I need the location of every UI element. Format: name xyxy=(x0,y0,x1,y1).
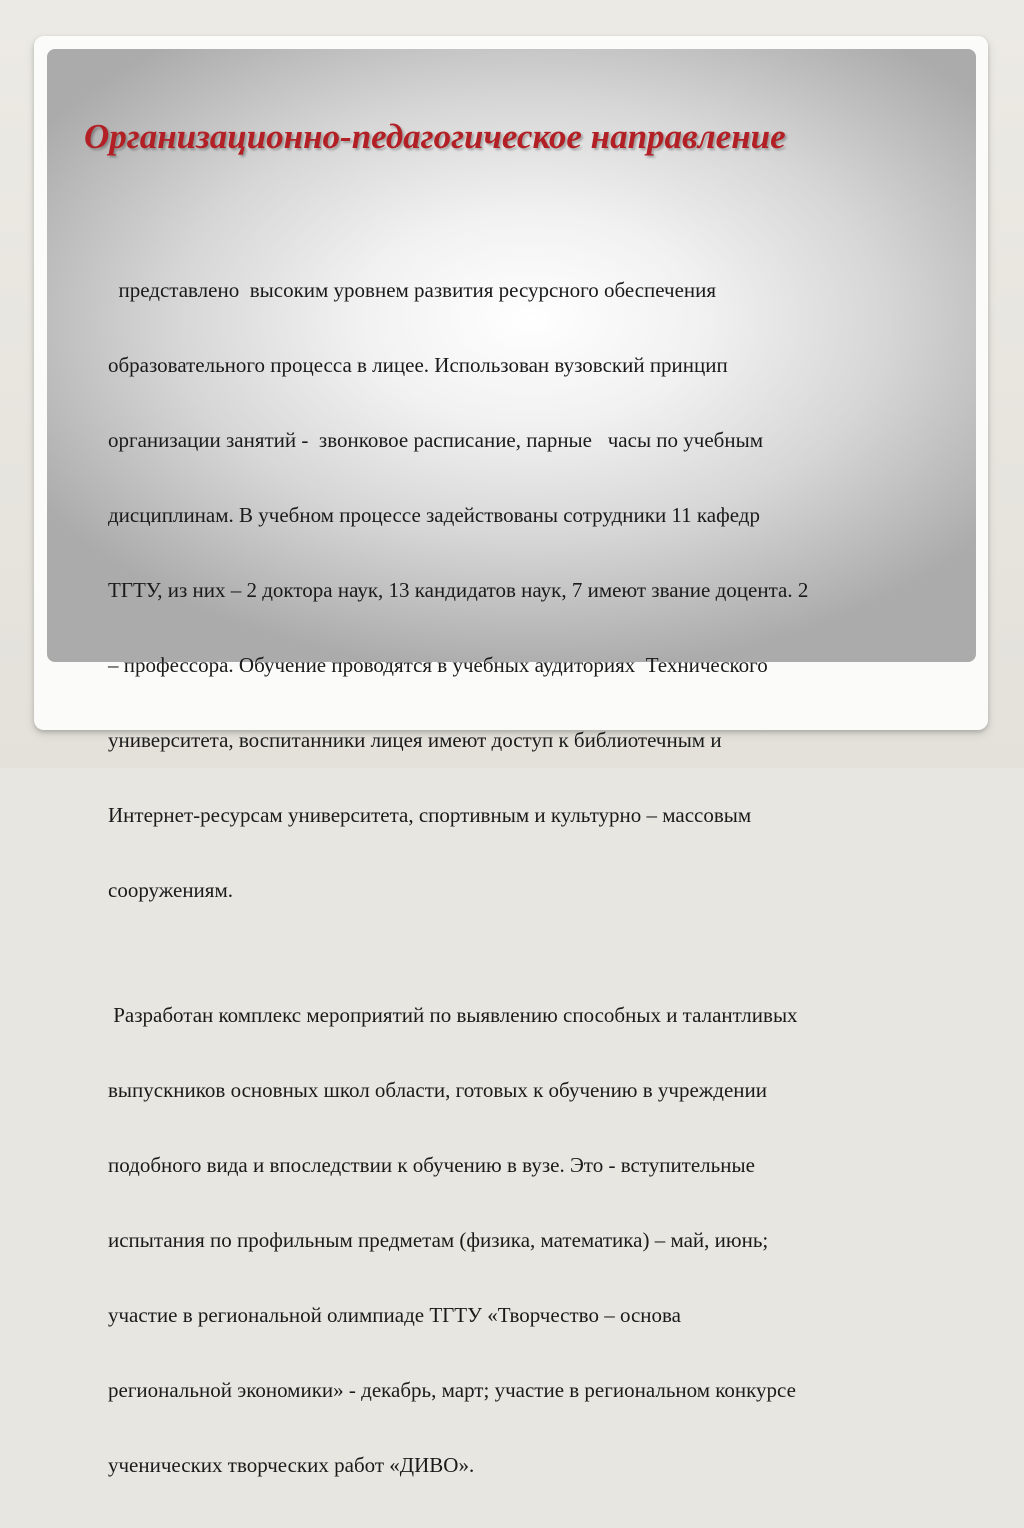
paragraph-2-line: испытания по профильным предметам (физика, математика) – май, июнь; xyxy=(108,1228,769,1252)
body-paragraph-1 xyxy=(108,228,968,953)
paragraph-1-line: университета, воспитанники лицея имеют доступ к библиотечным и xyxy=(108,728,722,752)
paragraph-1-line: – профессора. Обучение проводятся в учебных аудиториях Технического xyxy=(108,653,768,677)
paragraph-2-line: выпускников основных школ области, готовых к обучению в учреждении xyxy=(108,1078,768,1102)
paragraph-1-line: Интернет-ресурсам университета, спортивным и культурно – массовым xyxy=(108,803,752,827)
paragraph-2-line: участие в региональной олимпиаде ТГТУ «Творчество – основа xyxy=(108,1303,681,1327)
paragraph-1-line: представлено высоким уровнем развития ресурсного обеспечения xyxy=(108,278,717,302)
paragraph-2-line: подобного вида и впоследствии к обучению в вузе. Это - вступительные xyxy=(108,1153,755,1177)
paragraph-2-line: ученических творческих работ «ДИВО». xyxy=(108,1453,475,1477)
paragraph-1-line: дисциплинам. В учебном процессе задействованы сотрудники 11 кафедр xyxy=(108,503,760,527)
slide-body xyxy=(108,228,968,1528)
body-paragraph-2 xyxy=(108,953,968,1528)
slide-title: Организационно-педагогическое направление xyxy=(84,117,786,156)
paragraph-1-line: организации занятий - звонковое расписание, парные часы по учебным xyxy=(108,428,763,452)
paragraph-1-line: сооружениям. xyxy=(108,878,233,902)
paragraph-2-line: региональной экономики» - декабрь, март; участие в региональном конкурсе xyxy=(108,1378,796,1402)
paragraph-2-line: Разработан комплекс мероприятий по выявлению способных и талантливых xyxy=(108,1003,798,1027)
paragraph-1-line: образовательного процесса в лицее. Использован вузовский принцип xyxy=(108,353,728,377)
paragraph-1-line: ТГТУ, из них – 2 доктора наук, 13 кандидатов наук, 7 имеют звание доцента. 2 xyxy=(108,578,809,602)
